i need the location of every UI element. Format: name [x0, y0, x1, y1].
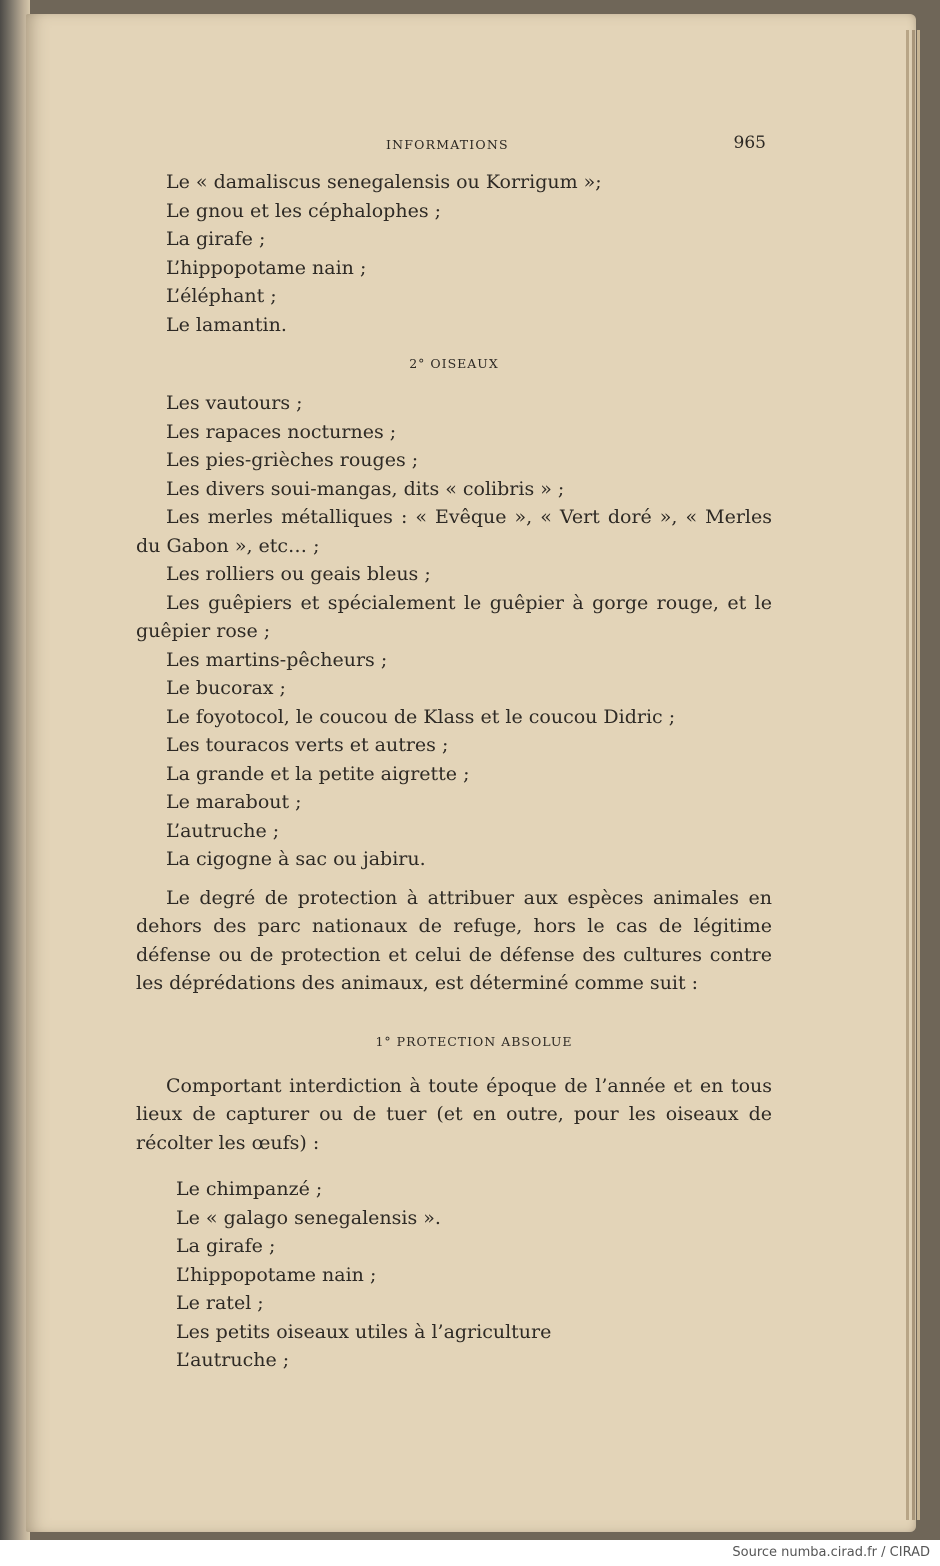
list-item: Les touracos verts et autres ; [166, 734, 449, 756]
list-item: Les divers soui-mangas, dits « colibris » ; [166, 477, 565, 500]
list-item: Les vautours ; [166, 392, 303, 414]
list-item-wrapped: Les guêpiers et spécialement le guêpier à gorge rouge, et le guêpier rose ; [136, 591, 772, 642]
list-item: L’hippopotame nain ; [176, 1263, 377, 1286]
list-item: Les pies-grièches rouges ; [166, 449, 419, 471]
running-head: INFORMATIONS [386, 137, 509, 152]
list-item: Les petits oiseaux utiles à l’agriculture [176, 1320, 552, 1343]
list-item: L’autruche ; [166, 819, 280, 842]
list-item: Le lamantin. [166, 313, 287, 336]
list-item: L’éléphant ; [166, 285, 277, 307]
absolute-intro: Comportant interdiction à toute époque de l’année et en tous lieux de capturer ou de tuer (et en outre, pour les oiseaux de récolter les œufs) : [136, 1074, 772, 1154]
section-heading-absolute: 1° PROTECTION ABSOLUE [375, 1033, 573, 1049]
list-item: La girafe ; [166, 228, 266, 250]
page-edge [906, 30, 909, 1520]
page-text [136, 168, 772, 1375]
list-item: La grande et la petite aigrette ; [166, 762, 470, 785]
list-item: Les rapaces nocturnes ; [166, 420, 397, 443]
list-item: La girafe ; [176, 1235, 276, 1257]
list-item: Le gnou et les céphalophes ; [166, 199, 442, 222]
section-heading-birds: 2° OISEAUX [409, 356, 499, 371]
list-item: Les rolliers ou geais bleus ; [166, 563, 431, 585]
list-item: La cigogne à sac ou jabiru. [166, 848, 426, 870]
list-item: Les martins-pêcheurs ; [166, 648, 388, 671]
spacer [136, 1157, 772, 1175]
page-edge [917, 30, 920, 1520]
page-header [166, 133, 766, 157]
list-item: Le bucorax ; [166, 677, 286, 699]
list-item-wrapped: Les merles métalliques : « Evêque », « Vert doré », « Merles du Gabon », etc… ; [136, 506, 772, 557]
spacer [136, 874, 772, 884]
protection-paragraph: Le degré de protection à attribuer aux espèces animales en dehors des parc nationaux de refuge, hors le cas de légitime défense ou de protection et celui de défense des cultures contre les déprédations des animaux, est déterminé comme suit : [136, 886, 772, 994]
list-item: Le foyotocol, le coucou de Klass et le coucou Didric ; [166, 705, 676, 728]
page-number: 965 [733, 133, 766, 153]
list-item: Le chimpanzé ; [176, 1178, 323, 1200]
source-caption: Source numba.cirad.fr / CIRAD [732, 1545, 930, 1560]
list-item: Le « galago senegalensis ». [176, 1206, 441, 1229]
list-item: Le ratel ; [176, 1292, 264, 1314]
list-item: Le marabout ; [166, 791, 302, 813]
list-item: Le « damaliscus senegalensis ou Korrigum »; [166, 171, 602, 193]
page-edge [912, 30, 915, 1520]
list-item: L’autruche ; [176, 1349, 290, 1371]
list-item: L’hippopotame nain ; [166, 256, 367, 279]
